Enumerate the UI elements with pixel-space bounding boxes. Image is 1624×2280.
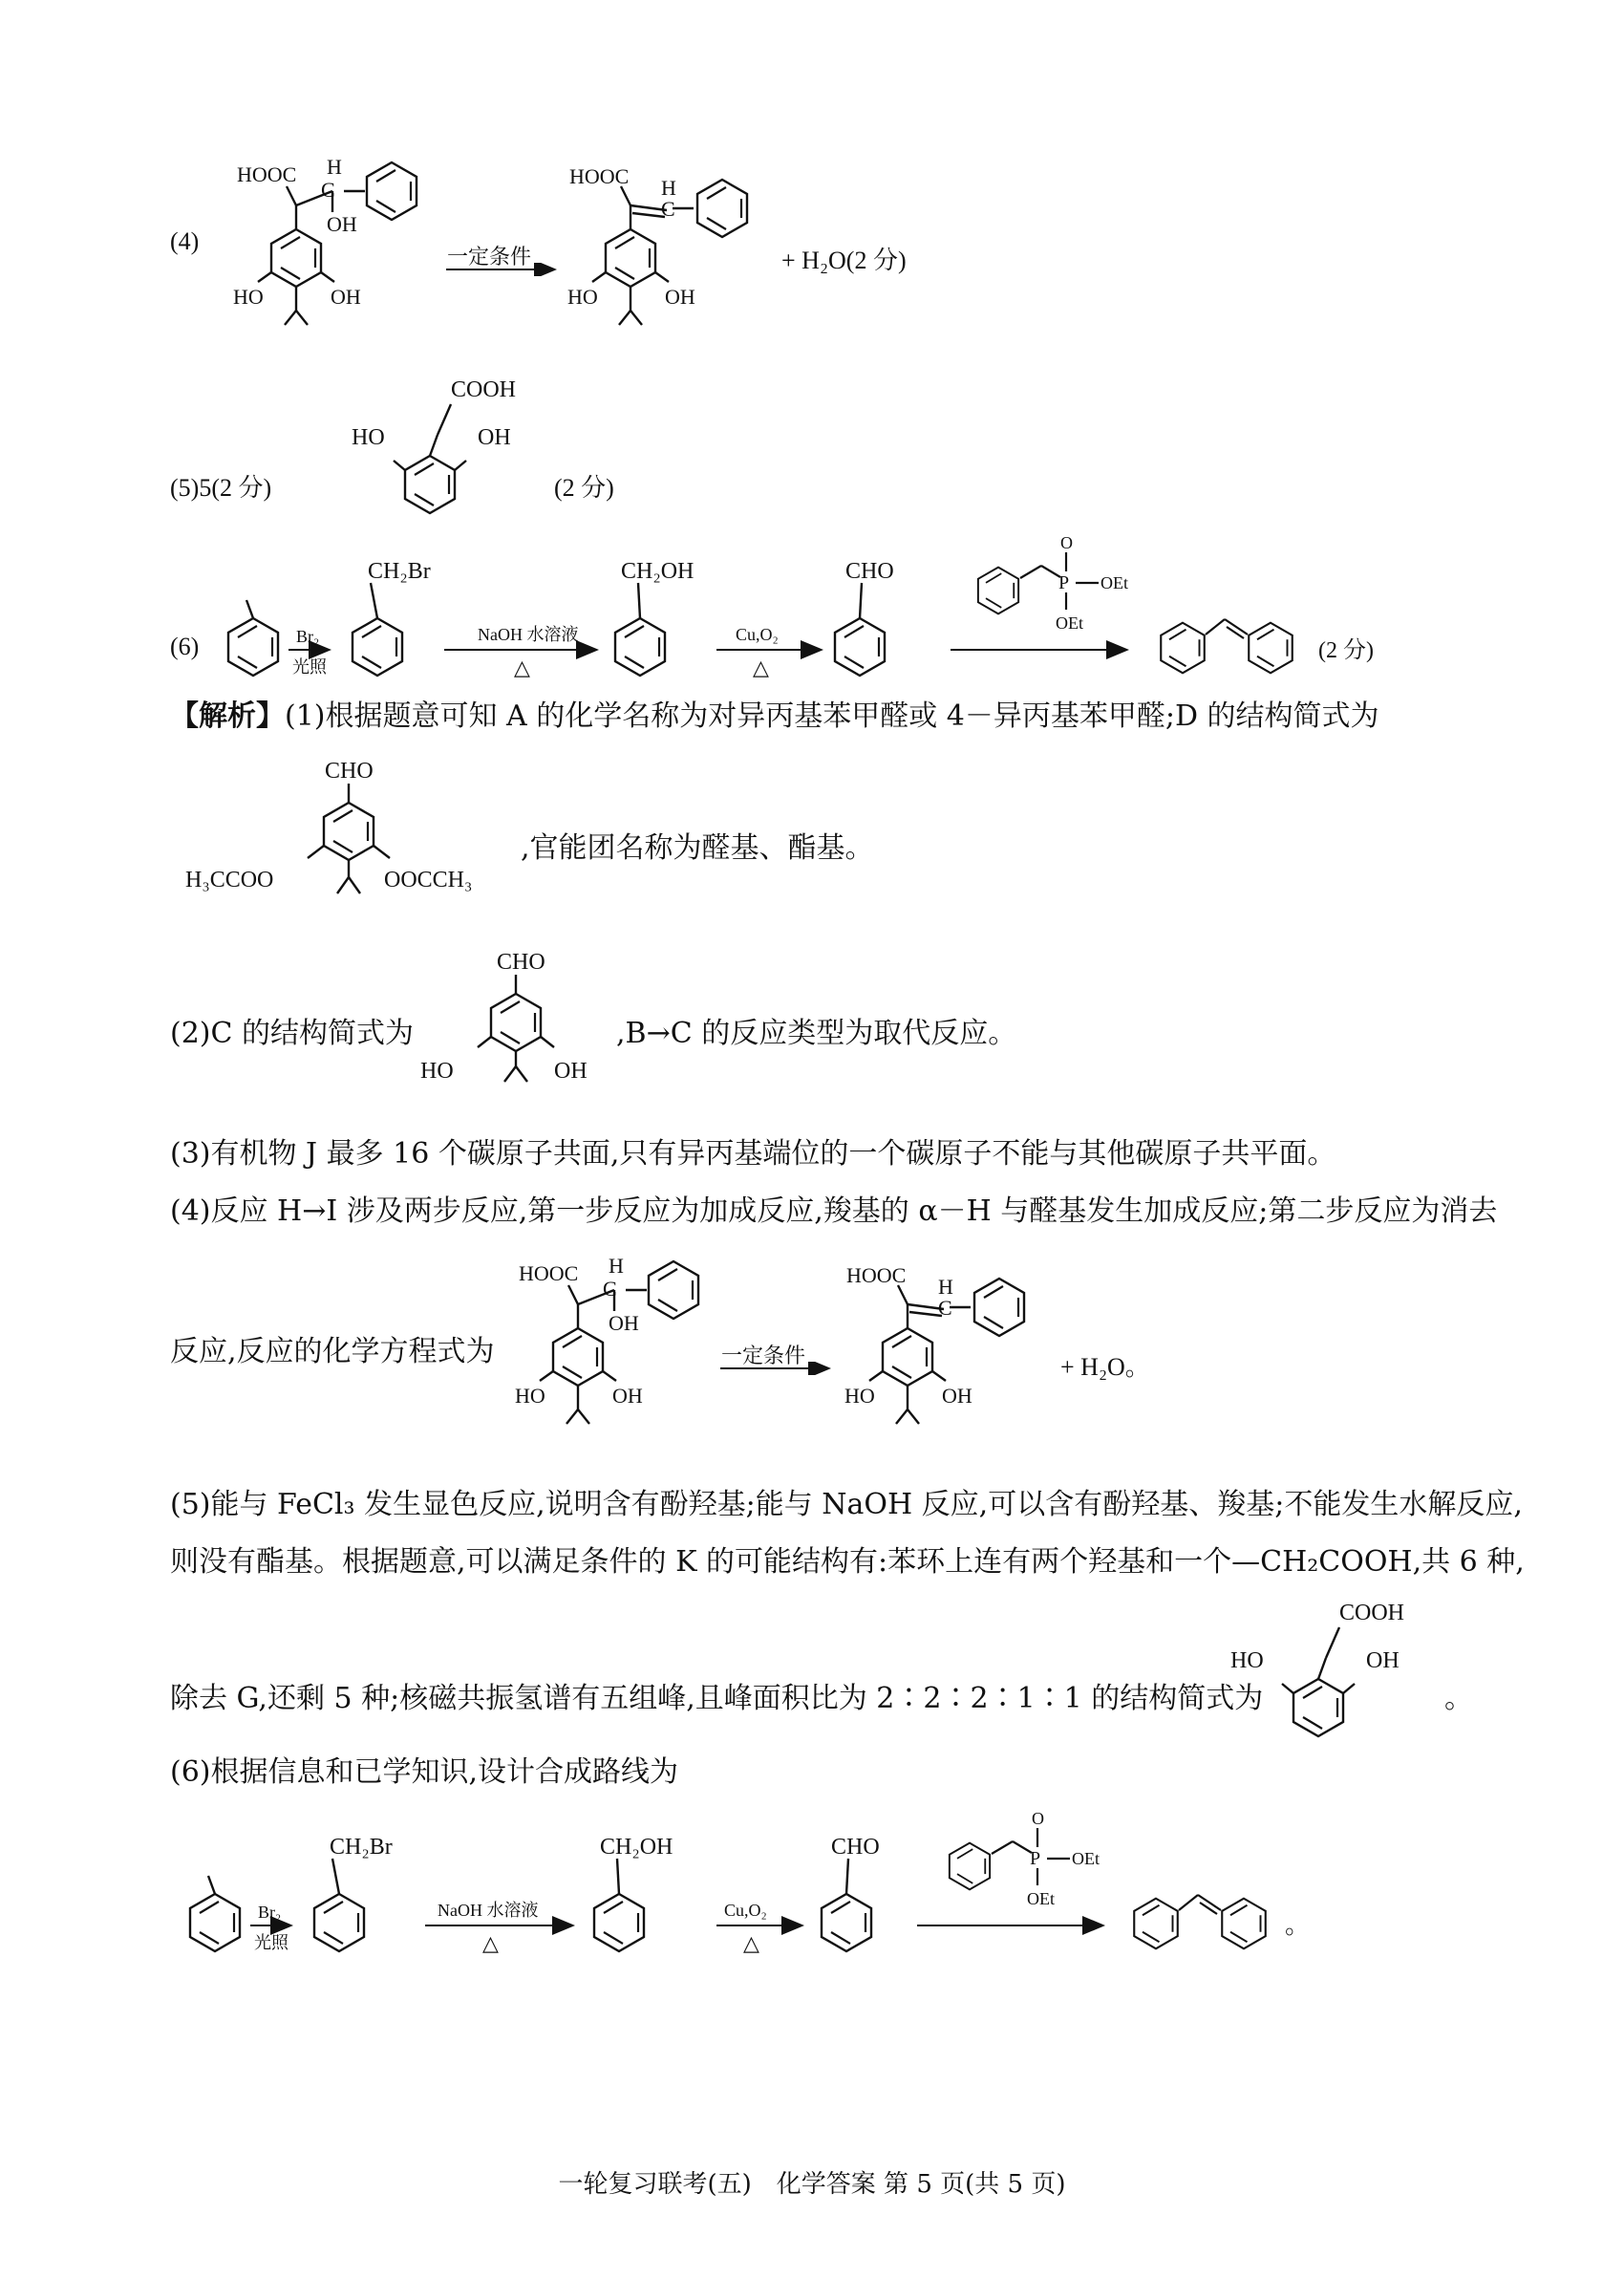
analysis-p4-line1: (4)反应 H→I 涉及两步反应,第一步反应为加成反应,羧基的 α－H 与醛基发生加成反应;第二步反应为消去 bbox=[170, 1194, 1498, 1228]
q6-label: (6) bbox=[170, 633, 200, 660]
p4-p-oh-text: OH bbox=[942, 1384, 972, 1408]
q4-hooc-text: HOOC bbox=[237, 162, 297, 186]
c-cho-text: CHO bbox=[497, 950, 545, 975]
q6-oet1: OEt bbox=[1100, 573, 1128, 592]
analysis-d-structure bbox=[182, 755, 525, 917]
analysis-p4-product bbox=[831, 1252, 1079, 1472]
q4-p-h-text: H bbox=[661, 176, 676, 200]
q5-label: (5)5(2 分) bbox=[170, 474, 272, 502]
d-left-text: H₃CCOO bbox=[185, 868, 274, 893]
p6-ch2br: CH₂Br bbox=[330, 1835, 393, 1860]
q5-ho-text: HO bbox=[352, 425, 385, 450]
p6-naoh: NaOH 水溶液 bbox=[438, 1901, 539, 1920]
d-right-text: OOCCH₃ bbox=[384, 868, 473, 893]
q5-oh-text: OH bbox=[478, 425, 511, 450]
p6-end: 。 bbox=[1285, 1911, 1311, 1939]
analysis-p5-line1: (5)能与 FeCl₃ 发生显色反应,说明含有酚羟基;能与 NaOH 反应,可以含有酚羟基、羧基;不能发生水解反应, bbox=[170, 1488, 1523, 1521]
analysis-tag: 【解析】 bbox=[170, 699, 285, 733]
p4-ho-text: HO bbox=[515, 1384, 545, 1408]
c-oh-text: OH bbox=[554, 1059, 588, 1084]
page-footer: 一轮复习联考(五) 化学答案 第 5 页(共 5 页) bbox=[558, 2170, 1066, 2199]
analysis-p2-end: ,B→C 的反应类型为取代反应。 bbox=[616, 1017, 1017, 1050]
p4-plus-water: + H₂O。 bbox=[1060, 1353, 1150, 1381]
p4-h-text: H bbox=[609, 1254, 624, 1278]
analysis-p4-reactant bbox=[502, 1252, 750, 1472]
q6-cho: CHO bbox=[845, 559, 894, 584]
p6-light: 光照 bbox=[254, 1933, 288, 1952]
p4-p-c-text: C bbox=[938, 1296, 952, 1320]
q4-oh2-text: OH bbox=[331, 285, 361, 309]
q5-structure bbox=[334, 368, 564, 530]
p6-p: P bbox=[1030, 1848, 1041, 1869]
q5-score: (2 分) bbox=[554, 474, 614, 502]
q6-p: P bbox=[1058, 572, 1070, 593]
p4-reaction-arrow bbox=[718, 1362, 833, 1375]
analysis-p3: (3)有机物 J 最多 16 个碳原子共面,只有异丙基端位的一个碳原子不能与其他碳原子共平面。 bbox=[170, 1137, 1336, 1171]
q4-plus-water: + H₂O(2 分) bbox=[781, 247, 907, 274]
analysis-p4-line2: 反应,反应的化学方程式为 bbox=[170, 1335, 495, 1368]
q4-p-hooc-text: HOOC bbox=[569, 164, 630, 188]
q6-score: (2 分) bbox=[1318, 638, 1374, 663]
q5-cooh-text: COOH bbox=[451, 377, 517, 402]
analysis-p1 bbox=[170, 698, 1379, 736]
p4-p-hooc-text: HOOC bbox=[846, 1263, 907, 1287]
p4-hooc-text: HOOC bbox=[519, 1261, 579, 1285]
p4-c-text: C bbox=[603, 1277, 617, 1301]
q6-heat1: △ bbox=[514, 656, 530, 679]
analysis-p5-line3: 除去 G,还剩 5 种;核磁共振氢谱有五组峰,且峰面积比为 2∶2∶2∶1∶1 的结构简式为 bbox=[170, 1682, 1264, 1715]
q4-p-c-text: C bbox=[661, 197, 675, 221]
p4-p-h-text: H bbox=[938, 1275, 953, 1299]
q6-o: O bbox=[1060, 535, 1073, 552]
analysis-p5-structure bbox=[1223, 1591, 1452, 1753]
q4-arrow-condition: 一定条件 bbox=[447, 245, 532, 269]
d-cho-text: CHO bbox=[325, 759, 374, 784]
p6-o: O bbox=[1032, 1811, 1044, 1828]
q4-reaction-arrow bbox=[444, 263, 559, 276]
q4-ho-text: HO bbox=[233, 285, 264, 309]
analysis-c-structure bbox=[411, 946, 621, 1099]
analysis-p5-line2: 则没有酯基。根据题意,可以满足条件的 K 的可能结构有:苯环上连有两个羟基和一个—CH₂COOH,共 6 种, bbox=[170, 1545, 1525, 1579]
q6-light: 光照 bbox=[292, 657, 327, 677]
p4-arrow-condition: 一定条件 bbox=[721, 1344, 806, 1367]
p4-p-ho-text: HO bbox=[844, 1384, 875, 1408]
p6-cuo2: Cu,O₂ bbox=[724, 1901, 767, 1920]
p6-heat2: △ bbox=[743, 1931, 759, 1955]
q6-synthesis-route bbox=[210, 535, 1452, 698]
p5-ho-text: HO bbox=[1230, 1648, 1264, 1673]
p6-oet2: OEt bbox=[1027, 1889, 1055, 1908]
q6-br2: Br₂ bbox=[296, 627, 320, 646]
p5-oh-text: OH bbox=[1366, 1648, 1400, 1673]
c-ho-text: HO bbox=[420, 1059, 454, 1084]
analysis-p1-end: ,官能团名称为醛基、酯基。 bbox=[521, 831, 874, 865]
q4-h-text: H bbox=[327, 155, 342, 179]
q4-p-ho-text: HO bbox=[567, 285, 598, 309]
q4-reactant-structure bbox=[220, 153, 468, 373]
p5-cooh-text: COOH bbox=[1339, 1601, 1405, 1625]
p6-cho: CHO bbox=[831, 1835, 880, 1860]
analysis-p2-start: (2)C 的结构简式为 bbox=[170, 1017, 414, 1050]
p6-oet1: OEt bbox=[1072, 1849, 1100, 1868]
q4-p-oh-text: OH bbox=[665, 285, 695, 309]
analysis-p5-end: 。 bbox=[1444, 1682, 1473, 1715]
q4-label: (4) bbox=[170, 227, 200, 255]
q6-oet2: OEt bbox=[1056, 613, 1083, 633]
q6-naoh: NaOH 水溶液 bbox=[478, 625, 579, 644]
analysis-p6-route bbox=[172, 1811, 1414, 1973]
analysis-p6: (6)根据信息和已学知识,设计合成路线为 bbox=[170, 1755, 679, 1789]
p6-br2: Br₂ bbox=[258, 1903, 282, 1922]
q4-product-structure bbox=[554, 153, 802, 373]
analysis-p1-text: (1)根据题意可知 A 的化学名称为对异丙基苯甲醛或 4－异丙基苯甲醛;D 的结构简式为 bbox=[285, 699, 1379, 733]
q6-heat2: △ bbox=[753, 656, 769, 679]
q4-oh-text: OH bbox=[327, 212, 357, 236]
p4-oh-text: OH bbox=[609, 1311, 639, 1335]
p6-heat1: △ bbox=[482, 1931, 499, 1955]
q4-c-text: C bbox=[321, 178, 335, 202]
p6-ch2oh: CH₂OH bbox=[600, 1835, 673, 1860]
q6-cuo2: Cu,O₂ bbox=[736, 625, 779, 644]
p4-oh2-text: OH bbox=[612, 1384, 643, 1408]
q6-ch2br: CH₂Br bbox=[368, 559, 431, 584]
q6-ch2oh: CH₂OH bbox=[621, 559, 694, 584]
